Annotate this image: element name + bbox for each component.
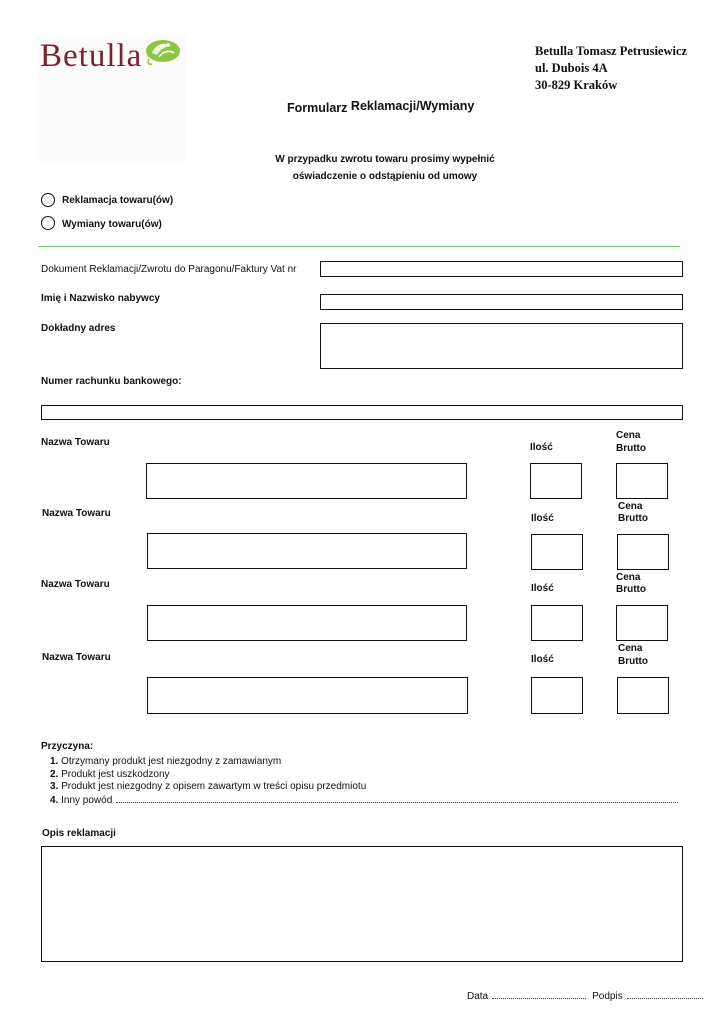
product-name-label: Nazwa Towaru bbox=[42, 508, 111, 519]
quantity-field[interactable] bbox=[531, 677, 583, 714]
price-label-line1: Cena bbox=[616, 572, 641, 583]
company-street: ul. Dubois 4A bbox=[535, 61, 608, 75]
address-field[interactable] bbox=[320, 323, 683, 369]
reason-item: 1. Otrzymany produkt jest niezgodny z zamawianym bbox=[50, 756, 282, 767]
reason-item: 3. Produkt jest niezgodny z opisem zawartym w treści opisu przedmiotu bbox=[50, 781, 367, 792]
description-heading: Opis reklamacji bbox=[42, 828, 116, 839]
price-label-line1: Cena bbox=[618, 643, 643, 654]
quantity-field[interactable] bbox=[531, 605, 583, 641]
signature-line[interactable] bbox=[627, 990, 703, 999]
company-address bbox=[535, 43, 687, 94]
leaf-logo-icon bbox=[143, 37, 183, 67]
buyer-name-label: Imię i Nazwisko nabywcy bbox=[41, 293, 160, 304]
product-name-label: Nazwa Towaru bbox=[41, 579, 110, 590]
exchange-radio[interactable] bbox=[41, 216, 55, 230]
signature-footer bbox=[467, 990, 703, 1002]
quantity-label: Ilość bbox=[530, 442, 553, 453]
bank-account-field[interactable] bbox=[41, 405, 683, 420]
price-label-line2: Brutto bbox=[616, 443, 646, 454]
section-divider bbox=[38, 246, 680, 247]
brand-logo-text: Betulla bbox=[40, 38, 143, 74]
exchange-radio-label: Wymiany towaru(ów) bbox=[62, 219, 162, 230]
product-name-label: Nazwa Towaru bbox=[41, 437, 110, 448]
company-name: Betulla Tomasz Petrusiewicz bbox=[535, 44, 688, 58]
description-field[interactable] bbox=[41, 846, 683, 962]
quantity-field[interactable] bbox=[531, 534, 583, 570]
document-label: Dokument Reklamacji/Zwrotu do Paragonu/Faktury Vat nr bbox=[41, 264, 297, 275]
date-line[interactable] bbox=[492, 990, 586, 999]
price-field[interactable] bbox=[617, 534, 669, 570]
form-title bbox=[287, 101, 474, 115]
quantity-field[interactable] bbox=[530, 463, 582, 499]
signature-label: Podpis bbox=[592, 991, 623, 1002]
form-title-main: Reklamacji/Wymiany bbox=[350, 99, 475, 113]
price-field[interactable] bbox=[617, 677, 669, 714]
product-name-field[interactable] bbox=[147, 533, 467, 569]
product-name-field[interactable] bbox=[146, 463, 467, 499]
reason-item: 4. Inny powód bbox=[50, 794, 678, 808]
bank-account-label: Numer rachunku bankowego: bbox=[41, 376, 182, 387]
address-label: Dokładny adres bbox=[41, 323, 116, 334]
quantity-label: Ilość bbox=[531, 513, 554, 524]
price-label-line1: Cena bbox=[616, 430, 641, 441]
price-label-line2: Brutto bbox=[616, 584, 646, 595]
reason-list bbox=[50, 756, 678, 807]
product-name-field[interactable] bbox=[147, 605, 467, 641]
buyer-name-field[interactable] bbox=[320, 294, 683, 310]
price-label-line2: Brutto bbox=[618, 513, 648, 524]
price-label-line2: Brutto bbox=[618, 656, 648, 667]
reason-heading: Przyczyna: bbox=[41, 741, 94, 752]
product-name-label: Nazwa Towaru bbox=[42, 652, 111, 663]
company-city: 30-829 Kraków bbox=[535, 78, 618, 92]
quantity-label: Ilość bbox=[531, 583, 554, 594]
price-field[interactable] bbox=[616, 463, 668, 499]
price-field[interactable] bbox=[616, 605, 668, 641]
reason-item: 2. Produkt jest uszkodzony bbox=[50, 768, 170, 780]
form-title-prefix: Formularz bbox=[287, 101, 348, 115]
product-name-field[interactable] bbox=[147, 677, 468, 714]
complaint-radio-label: Reklamacja towaru(ów) bbox=[62, 195, 174, 206]
document-number-field[interactable] bbox=[320, 261, 683, 277]
price-label-line1: Cena bbox=[618, 501, 643, 512]
intro-line-2: oświadczenie o odstąpieniu od umowy bbox=[292, 171, 478, 182]
complaint-radio[interactable] bbox=[41, 193, 55, 207]
quantity-label: Ilość bbox=[531, 654, 554, 665]
date-label: Data bbox=[467, 991, 489, 1002]
other-reason-line[interactable] bbox=[116, 794, 678, 803]
intro-line-1: W przypadku zwrotu towaru prosimy wypełnić bbox=[275, 154, 495, 165]
